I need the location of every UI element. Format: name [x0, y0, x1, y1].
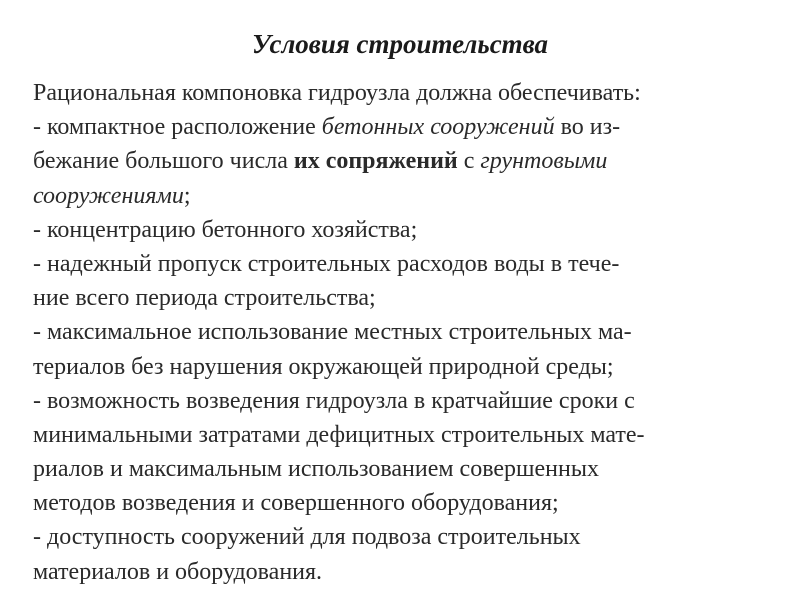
item-accessibility-line-1: - доступность сооружений для подвоза строительных [33, 524, 581, 551]
emphasis-earth-structures: грунтовыми [480, 148, 608, 175]
item-water-passage-line-1: - надежный пропуск строительных расходов воды в тече- [33, 250, 620, 277]
text-fragment: во из- [554, 114, 621, 141]
text-fragment: - компактное расположение [33, 114, 322, 141]
item-short-terms-line-1: - возможность возведения гидроузла в кратчайшие сроки с [33, 387, 635, 414]
emphasis-their-junctions: их сопряжений [293, 148, 458, 175]
intro-line: Рациональная компоновка гидроузла должна обеспечивать: [33, 80, 641, 106]
item-compact-line-3 [33, 179, 783, 213]
item-accessibility-line-2: материалов и оборудования. [33, 558, 323, 585]
slide-body [33, 76, 783, 589]
item-concentration-line-1: - концентрацию бетонного хозяйства; [33, 216, 418, 243]
item-water-passage-line-2: ние всего периода строительства; [33, 285, 376, 312]
item-compact-line-2 [33, 144, 783, 178]
item-compact-line-1 [33, 110, 783, 144]
item-short-terms-line-4: методов возведения и совершенного оборудования; [33, 490, 559, 517]
text-fragment: бежание большого числа [33, 148, 294, 175]
text-fragment: ; [183, 182, 191, 209]
emphasis-concrete-structures: бетонных сооружений [321, 114, 555, 141]
emphasis-structures: сооружениями [33, 182, 184, 209]
item-local-materials-line-1: - максимальное использование местных строительных ма- [33, 319, 632, 346]
text-fragment: с [457, 148, 481, 175]
slide-title: Условия строительства [251, 29, 549, 59]
item-short-terms-line-3: риалов и максимальным использованием совершенных [33, 456, 599, 483]
item-short-terms-line-2: минимальными затратами дефицитных строительных мате- [33, 421, 645, 448]
item-local-materials-line-2: териалов без нарушения окружающей природной среды; [33, 353, 614, 380]
